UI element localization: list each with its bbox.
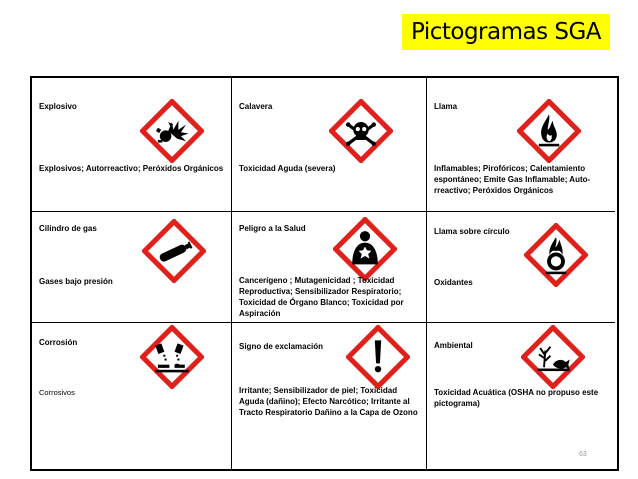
pictogram-table xyxy=(30,76,619,471)
pictogram-name: Explosivo xyxy=(39,102,77,111)
pictogram-name: Cilindro de gas xyxy=(39,224,97,233)
cell-llama xyxy=(427,78,615,212)
explosive-icon xyxy=(140,99,204,163)
pictogram-name: Llama xyxy=(434,102,458,111)
pictogram-description: Irritante; Sensibilizador de piel; Toxicidad Aguda (dañino); Efecto Narcótico; Irritante al Tracto Respiratorio Dañino a la Capa de Ozono xyxy=(239,386,418,417)
cell-explosivo xyxy=(32,78,232,212)
pictogram-description: Corrosivos xyxy=(39,388,75,397)
pictogram-description: Toxicidad Aguda (severa) xyxy=(239,164,336,173)
cell-llama-sobre-circulo xyxy=(427,212,615,323)
pictogram-name: Signo de exclamación xyxy=(239,342,324,351)
cell-peligro-a-la-salud xyxy=(232,212,427,323)
pictogram-name: Ambiental xyxy=(434,341,473,350)
pictogram-description: Gases bajo presión xyxy=(39,277,113,286)
cell-signo-de-exclamacion xyxy=(232,323,427,469)
flame-icon xyxy=(517,99,581,163)
environment-icon xyxy=(521,325,585,389)
pictogram-description: Cancerígeno ; Mutagenicidad ; Toxicidad Reproductiva; Sensibilizador Respiratorio; Toxicidad de Órgano Blanco; Toxicidad por Aspiración xyxy=(239,276,404,318)
pictogram-name: Calavera xyxy=(239,102,273,111)
cell-cilindro-de-gas xyxy=(32,212,232,323)
slide-number: 63 xyxy=(579,451,587,458)
pictogram-description: Inflamables; Pirofóricos; Calentamiento espontáneo; Emite Gas Inflamable; Auto-rreactivo; Peróxidos Orgánicos xyxy=(434,164,591,195)
cell-corrosion xyxy=(32,323,232,469)
pictogram-description: Explosivos; Autorreactivo; Peróxidos Orgánicos xyxy=(39,164,224,173)
pictogram-description: Toxicidad Acuática (OSHA no propuso este pictograma) xyxy=(434,388,599,408)
pictogram-name: Llama sobre círculo xyxy=(434,227,510,236)
gas-cylinder-icon xyxy=(142,219,206,283)
pictogram-name: Corrosión xyxy=(39,338,78,347)
exclamation-mark-icon xyxy=(346,325,410,389)
cell-calavera xyxy=(232,78,427,212)
pictogram-description: Oxidantes xyxy=(434,278,473,287)
cell-ambiental xyxy=(427,323,615,469)
slide-title: Pictogramas SGA xyxy=(402,14,610,50)
corrosion-icon xyxy=(140,325,204,389)
skull-crossbones-icon xyxy=(329,99,393,163)
health-hazard-icon xyxy=(333,217,397,281)
pictogram-name: Peligro a la Salud xyxy=(239,224,306,233)
